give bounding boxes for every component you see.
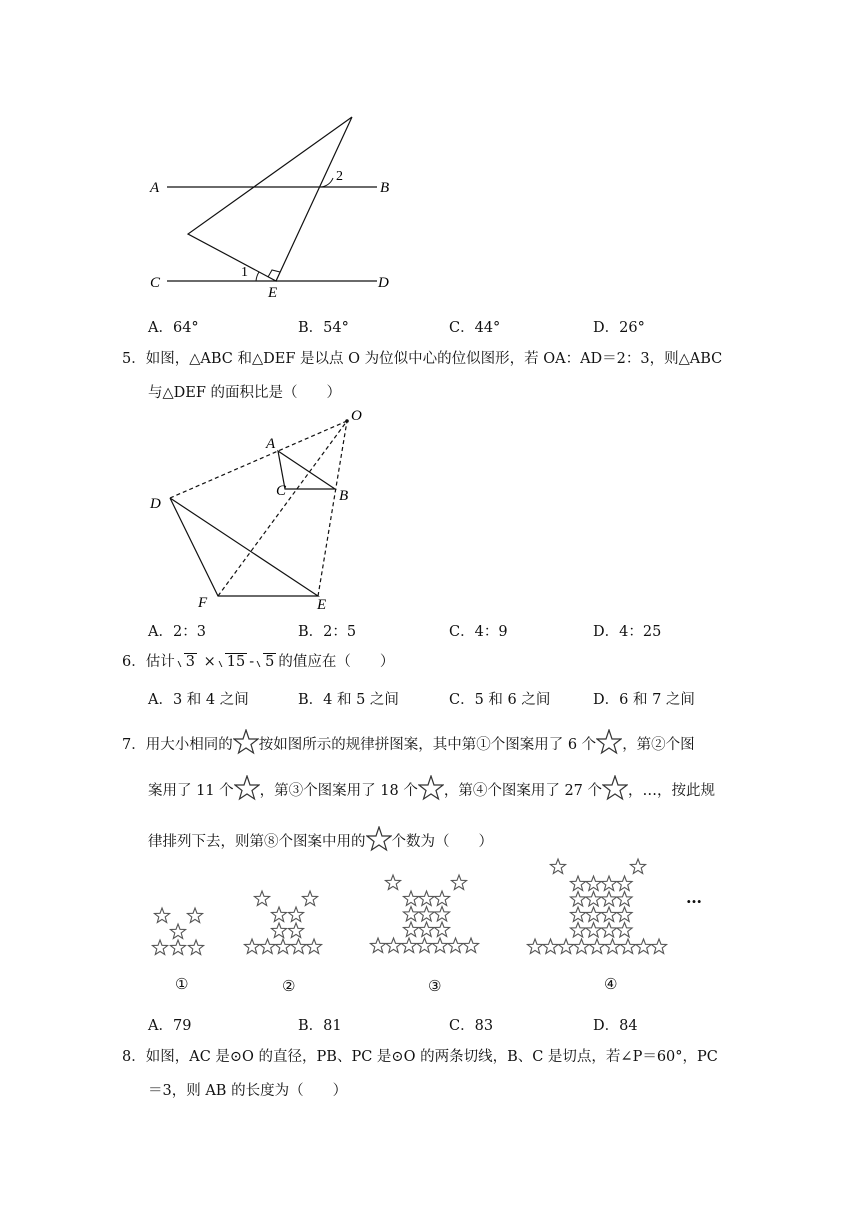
label-a: A	[150, 180, 160, 196]
star-icon	[602, 775, 628, 807]
star-icon	[601, 923, 616, 938]
star-icon	[419, 891, 434, 906]
label-c: C	[150, 275, 161, 291]
star-icon	[419, 907, 434, 922]
star-icon	[401, 938, 416, 953]
star-icon	[288, 923, 303, 938]
q6-option-b[interactable]: B．4 和 5 之间	[298, 692, 399, 708]
star-icon	[306, 939, 321, 954]
q4-option-d[interactable]: D．26°	[593, 320, 645, 336]
star-icon	[463, 938, 478, 953]
star-icon	[527, 939, 542, 954]
label-f: F	[198, 595, 208, 611]
star-icon	[586, 923, 601, 938]
dash-do	[170, 421, 347, 498]
dash-fo	[218, 421, 347, 596]
star-icon	[419, 922, 434, 937]
star-icon	[601, 907, 616, 922]
q7-option-d[interactable]: D．84	[593, 1018, 638, 1034]
dash-eo	[318, 421, 347, 596]
star-icon	[386, 938, 401, 953]
pattern-ellipsis: …	[686, 888, 702, 907]
star-icon	[271, 907, 286, 922]
label-b: B	[380, 180, 390, 196]
pattern-caption-1: ①	[175, 975, 189, 993]
pattern-caption-4: ④	[604, 975, 618, 993]
star-icon	[288, 907, 303, 922]
label-b: B	[339, 488, 349, 504]
star-icon	[543, 939, 558, 954]
star-icon	[636, 939, 651, 954]
angle-1-arc	[256, 272, 259, 281]
q6-option-c[interactable]: C．5 和 6 之间	[449, 692, 551, 708]
star-icon	[570, 923, 585, 938]
star-icon	[233, 729, 259, 761]
star-icon	[403, 907, 418, 922]
star-icon	[617, 907, 632, 922]
label-angle-1: 1	[241, 265, 248, 280]
star-icon	[596, 729, 622, 761]
star-icon	[574, 939, 589, 954]
star-icon	[275, 939, 290, 954]
q7-option-a[interactable]: A．79	[148, 1018, 192, 1034]
star-icon	[418, 775, 444, 807]
star-icon	[601, 892, 616, 907]
sqrt-15: 15	[216, 652, 247, 672]
q7-stem-line2: 案用了 11 个 ，第③个图案用了 18 个 ，第④个图案用了 27 个 ，…，按此规	[148, 775, 715, 807]
q8-stem-line2: ＝3，则 AB 的长度为（ ）	[148, 1083, 348, 1099]
q4-option-a[interactable]: A．64°	[148, 320, 199, 336]
sqrt-3: 3	[175, 652, 197, 672]
star-icon	[188, 940, 203, 955]
label-d: D	[378, 275, 389, 291]
q5-figure	[0, 400, 860, 620]
q7-stem-line3: 律排列下去，则第⑧个图案中用的 个数为（ ）	[148, 826, 493, 858]
star-icon	[434, 891, 449, 906]
star-icon	[617, 892, 632, 907]
star-icon	[570, 907, 585, 922]
label-a: A	[266, 436, 276, 452]
q6-option-d[interactable]: D．6 和 7 之间	[593, 692, 695, 708]
pattern-caption-2: ②	[282, 977, 296, 995]
label-e: E	[317, 597, 327, 613]
star-icon	[434, 907, 449, 922]
star-icon	[154, 908, 169, 923]
star-icon	[617, 876, 632, 891]
q8-stem-line1: 8．如图，AC 是⊙O 的直径，PB、PC 是⊙O 的两条切线，B、C 是切点，若∠P＝60°，PC	[122, 1049, 718, 1065]
q4-figure	[0, 0, 860, 310]
star-icon	[620, 939, 635, 954]
label-e: E	[268, 285, 278, 301]
star-icon	[370, 938, 385, 953]
star-icon	[586, 907, 601, 922]
label-c: C	[276, 483, 287, 499]
sqrt-5: 5	[254, 652, 276, 672]
q6-stem	[122, 652, 394, 672]
star-icon	[244, 939, 259, 954]
q6-option-a[interactable]: A．3 和 4 之间	[148, 692, 249, 708]
label-angle-2: 2	[336, 169, 343, 184]
triangle-def	[170, 498, 318, 596]
q5-option-c[interactable]: C．4：9	[449, 624, 508, 640]
star-icon	[589, 939, 604, 954]
star-icon	[617, 923, 632, 938]
triangle	[188, 117, 352, 281]
pattern-caption-3: ③	[428, 977, 442, 995]
q7-option-b[interactable]: B．81	[298, 1018, 342, 1034]
triangle-abc	[278, 451, 335, 489]
q5-stem-line1: 5．如图，△ABC 和△DEF 是以点 O 为位似中心的位似图形，若 OA：AD＝2：3，则△ABC	[122, 351, 723, 367]
star-icon	[170, 924, 185, 939]
times-sign: ×	[203, 654, 216, 670]
star-icon	[271, 923, 286, 938]
star-icon	[434, 922, 449, 937]
star-icon	[651, 939, 666, 954]
minus-sign: -	[249, 654, 255, 670]
star-icon	[630, 859, 645, 874]
q6-suffix: 的值应在（ ）	[278, 654, 395, 670]
q5-option-d[interactable]: D．4：25	[593, 624, 662, 640]
star-icon	[170, 940, 185, 955]
star-icon	[291, 939, 306, 954]
star-icon	[601, 876, 616, 891]
q5-option-b[interactable]: B．2：5	[298, 624, 357, 640]
q4-option-c[interactable]: C．44°	[449, 320, 501, 336]
label-o: O	[351, 408, 362, 424]
star-icon	[570, 876, 585, 891]
star-icon	[605, 939, 620, 954]
star-icon	[187, 908, 202, 923]
star-icon	[451, 875, 466, 890]
star-icon	[550, 859, 565, 874]
star-icon	[260, 939, 275, 954]
star-icon	[570, 892, 585, 907]
star-icon	[586, 876, 601, 891]
star-icon	[254, 891, 269, 906]
star-icon	[385, 875, 400, 890]
q5-stem-line2: 与△DEF 的面积比是（ ）	[148, 385, 342, 401]
star-icon	[417, 938, 432, 953]
star-icon	[302, 891, 317, 906]
q7-option-c[interactable]: C．83	[449, 1018, 494, 1034]
star-icon	[448, 938, 463, 953]
q7-stem-line1: 7．用大小相同的 按如图所示的规律拼图案，其中第①个图案用了 6 个 ，第②个图	[122, 729, 695, 761]
star-icon	[403, 922, 418, 937]
q4-option-b[interactable]: B．54°	[298, 320, 349, 336]
star-icon	[234, 775, 260, 807]
star-icon	[403, 891, 418, 906]
q5-option-a[interactable]: A．2：3	[148, 624, 206, 640]
q6-prefix: 6．估计	[122, 654, 175, 670]
star-icon	[152, 940, 167, 955]
star-icon	[586, 892, 601, 907]
star-icon	[432, 938, 447, 953]
star-icon	[558, 939, 573, 954]
label-d: D	[150, 496, 161, 512]
